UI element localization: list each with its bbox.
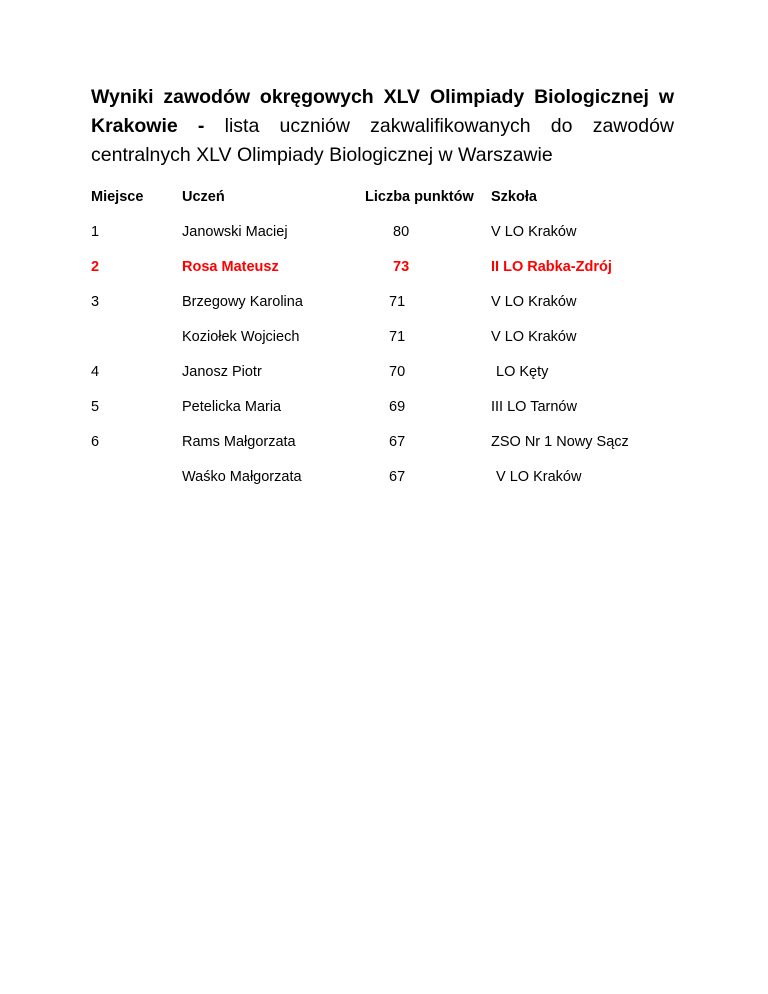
table-row — [91, 319, 671, 354]
cell-place: 4 — [91, 363, 100, 380]
heading-normal-part: lista uczniów zakwalifikowanych do zawodów centralnych XLV Olimpiady Biologicznej w Warszawie — [91, 115, 674, 166]
cell-school: II LO Rabka-Zdrój — [491, 258, 612, 275]
cell-school: V LO Kraków — [491, 223, 577, 240]
table-row — [91, 389, 671, 424]
cell-school: V LO Kraków — [491, 293, 577, 310]
header-place: Miejsce — [91, 189, 144, 205]
cell-place: 3 — [91, 293, 100, 310]
header-student: Uczeń — [182, 189, 225, 205]
table-row — [91, 284, 671, 319]
header-school: Szkoła — [491, 189, 537, 205]
cell-school: V LO Kraków — [491, 328, 577, 345]
table-row — [91, 214, 671, 249]
cell-place: 2 — [91, 258, 100, 275]
results-table — [91, 180, 671, 494]
cell-place — [91, 459, 182, 494]
cell-points: 70 — [389, 363, 406, 380]
cell-school: III LO Tarnów — [491, 398, 577, 415]
header-points: Liczba punktów — [365, 189, 474, 205]
cell-school: LO Kęty — [496, 363, 549, 380]
cell-student: Waśko Małgorzata — [182, 468, 302, 485]
cell-points: 80 — [393, 223, 410, 240]
cell-place: 1 — [91, 223, 100, 240]
cell-student: Janosz Piotr — [182, 363, 262, 380]
cell-student: Rams Małgorzata — [182, 433, 296, 450]
cell-place — [91, 319, 182, 354]
table-row — [91, 354, 671, 389]
heading-bold-part: Wyniki zawodów okręgowych XLV Olimpiady Biologicznej w Krakowie - — [91, 86, 674, 137]
table-row — [91, 424, 671, 459]
cell-place: 5 — [91, 398, 100, 415]
cell-points: 71 — [389, 293, 406, 310]
cell-student: Rosa Mateusz — [182, 258, 279, 275]
cell-points: 67 — [389, 468, 406, 485]
cell-student: Koziołek Wojciech — [182, 328, 300, 345]
cell-points: 67 — [389, 433, 406, 450]
table-header-row — [91, 180, 671, 214]
cell-school: V LO Kraków — [496, 468, 582, 485]
table-row-highlighted — [91, 249, 671, 284]
cell-points: 73 — [393, 258, 410, 275]
cell-points: 69 — [389, 398, 406, 415]
cell-place: 6 — [91, 433, 100, 450]
document-heading — [91, 83, 674, 170]
cell-points: 71 — [389, 328, 406, 345]
cell-student: Petelicka Maria — [182, 398, 282, 415]
cell-school: ZSO Nr 1 Nowy Sącz — [491, 433, 629, 450]
table-row — [91, 459, 671, 494]
cell-student: Brzegowy Karolina — [182, 293, 303, 310]
cell-student: Janowski Maciej — [182, 223, 288, 240]
